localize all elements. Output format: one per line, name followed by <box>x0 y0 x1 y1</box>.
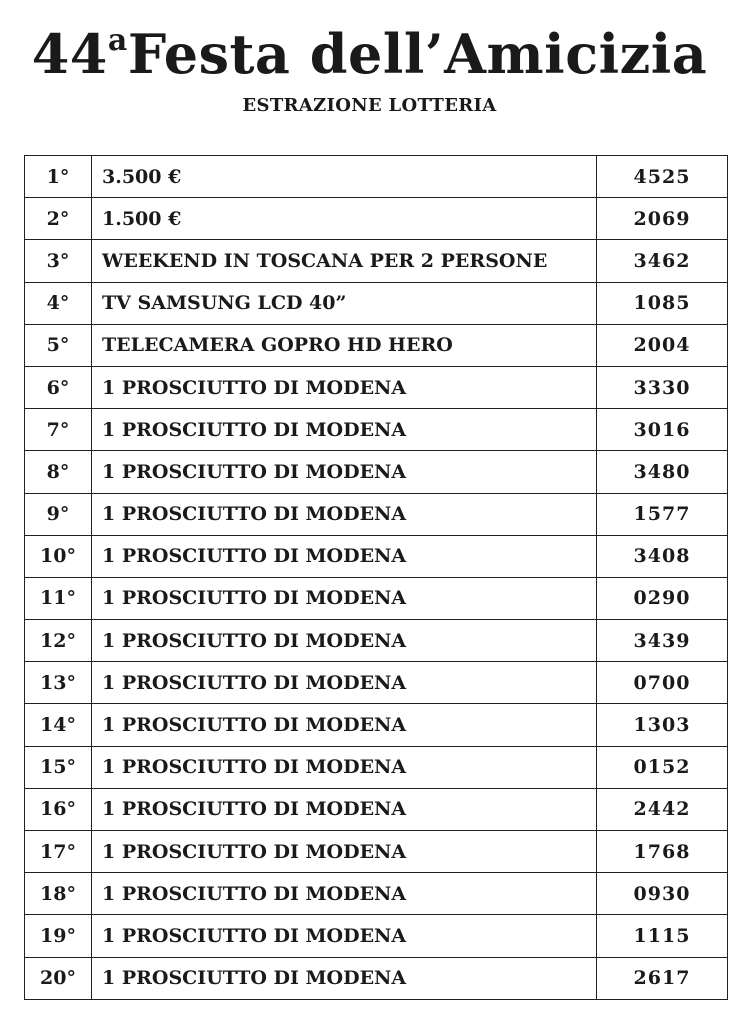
prize-position: 8° <box>25 451 92 493</box>
winning-ticket-number: 3439 <box>597 620 728 662</box>
prize-position: 19° <box>25 915 92 957</box>
prize-position: 13° <box>25 662 92 704</box>
prize-position: 12° <box>25 620 92 662</box>
prize-position: 16° <box>25 788 92 830</box>
prize-row <box>25 788 728 830</box>
prize-description: 1 PROSCIUTTO DI MODENA <box>92 409 597 451</box>
prize-row <box>25 535 728 577</box>
prize-description: WEEKEND IN TOSCANA PER 2 PERSONE <box>92 240 597 282</box>
prize-position: 2° <box>25 198 92 240</box>
prize-row <box>25 451 728 493</box>
prize-description: 1 PROSCIUTTO DI MODENA <box>92 873 597 915</box>
prize-description: 1 PROSCIUTTO DI MODENA <box>92 620 597 662</box>
prize-description: 1 PROSCIUTTO DI MODENA <box>92 451 597 493</box>
prize-position: 7° <box>25 409 92 451</box>
prize-row <box>25 957 728 999</box>
prize-description: TELECAMERA GOPRO HD HERO <box>92 324 597 366</box>
winning-ticket-number: 0290 <box>597 577 728 619</box>
prize-description: 1 PROSCIUTTO DI MODENA <box>92 704 597 746</box>
winning-ticket-number: 3408 <box>597 535 728 577</box>
winning-ticket-number: 0700 <box>597 662 728 704</box>
title-text: Festa dell’Amicizia <box>127 22 708 86</box>
winning-ticket-number: 1303 <box>597 704 728 746</box>
prize-row <box>25 915 728 957</box>
winning-ticket-number: 3016 <box>597 409 728 451</box>
prize-position: 17° <box>25 831 92 873</box>
prize-row <box>25 156 728 198</box>
prize-position: 1° <box>25 156 92 198</box>
prize-description: 3.500 € <box>92 156 597 198</box>
prize-row <box>25 704 728 746</box>
prize-position: 14° <box>25 704 92 746</box>
page-subtitle: ESTRAZIONE LOTTERIA <box>242 95 497 116</box>
prize-description: 1 PROSCIUTTO DI MODENA <box>92 535 597 577</box>
prize-description: 1 PROSCIUTTO DI MODENA <box>92 831 597 873</box>
winning-ticket-number: 4525 <box>597 156 728 198</box>
prize-row <box>25 577 728 619</box>
prize-row <box>25 240 728 282</box>
prize-position: 15° <box>25 746 92 788</box>
prize-position: 4° <box>25 282 92 324</box>
prize-row <box>25 324 728 366</box>
prize-position: 20° <box>25 957 92 999</box>
prize-description: TV SAMSUNG LCD 40” <box>92 282 597 324</box>
title-edition-number: 44 <box>31 22 108 86</box>
winning-ticket-number: 2617 <box>597 957 728 999</box>
prize-row <box>25 831 728 873</box>
prize-position: 10° <box>25 535 92 577</box>
winning-ticket-number: 2442 <box>597 788 728 830</box>
prize-position: 18° <box>25 873 92 915</box>
prize-position: 11° <box>25 577 92 619</box>
title-ordinal-suffix: a <box>107 23 128 58</box>
prize-table-body <box>25 156 728 1000</box>
prize-description: 1 PROSCIUTTO DI MODENA <box>92 366 597 408</box>
prize-row <box>25 282 728 324</box>
winning-ticket-number: 1085 <box>597 282 728 324</box>
prize-position: 6° <box>25 366 92 408</box>
winning-ticket-number: 1577 <box>597 493 728 535</box>
prize-row <box>25 620 728 662</box>
winning-ticket-number: 2004 <box>597 324 728 366</box>
page-title <box>0 22 739 86</box>
winning-ticket-number: 3330 <box>597 366 728 408</box>
prize-row <box>25 746 728 788</box>
prize-description: 1.500 € <box>92 198 597 240</box>
winning-ticket-number: 0152 <box>597 746 728 788</box>
prize-position: 3° <box>25 240 92 282</box>
prize-description: 1 PROSCIUTTO DI MODENA <box>92 915 597 957</box>
prize-row <box>25 198 728 240</box>
winning-ticket-number: 1115 <box>597 915 728 957</box>
prize-description: 1 PROSCIUTTO DI MODENA <box>92 662 597 704</box>
prize-row <box>25 366 728 408</box>
prize-description: 1 PROSCIUTTO DI MODENA <box>92 788 597 830</box>
prize-row <box>25 873 728 915</box>
winning-ticket-number: 3480 <box>597 451 728 493</box>
prize-row <box>25 662 728 704</box>
winning-ticket-number: 0930 <box>597 873 728 915</box>
prize-description: 1 PROSCIUTTO DI MODENA <box>92 493 597 535</box>
prize-description: 1 PROSCIUTTO DI MODENA <box>92 577 597 619</box>
prize-table <box>24 155 728 1000</box>
winning-ticket-number: 1768 <box>597 831 728 873</box>
prize-description: 1 PROSCIUTTO DI MODENA <box>92 957 597 999</box>
winning-ticket-number: 2069 <box>597 198 728 240</box>
prize-position: 9° <box>25 493 92 535</box>
prize-row <box>25 493 728 535</box>
winning-ticket-number: 3462 <box>597 240 728 282</box>
prize-position: 5° <box>25 324 92 366</box>
prize-row <box>25 409 728 451</box>
prize-description: 1 PROSCIUTTO DI MODENA <box>92 746 597 788</box>
